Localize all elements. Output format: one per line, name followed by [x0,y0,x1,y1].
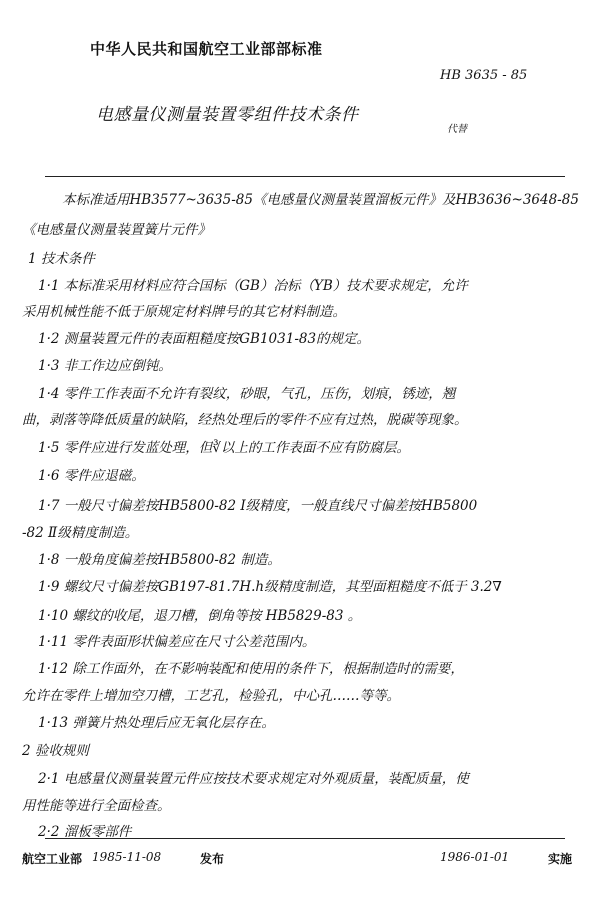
clause-1-1-line-2: 采用机械性能不低于原规定材料牌号的其它材料制造。 [22,304,346,320]
clause-1-5: 1·5 零件应进行发蓝处理，但∛以上的工作表面不应有防腐层。 [38,440,410,456]
footer-effective-label: 实施 [548,852,573,866]
clause-2-1-line-2: 用性能等进行全面检查。 [22,798,171,814]
clause-1-2: 1·2 测量装置元件的表面粗糙度按GB1031-83的规定。 [38,331,371,347]
intro-line-2: 《电感量仪测量装置簧片元件》 [22,222,211,238]
clause-1-12-line-2: 允许在零件上增加空刀槽，工艺孔，检验孔，中心孔……等等。 [22,688,400,704]
clause-1-11: 1·11 零件表面形状偏差应在尺寸公差范围内。 [38,634,316,650]
section-1-heading: 1 技术条件 [28,251,95,267]
document-title: 电感量仪测量装置零组件技术条件 [96,105,359,125]
clause-1-7-line-1: 1·7 一般尺寸偏差按HB5800-82 Ⅰ级精度，一般直线尺寸偏差按HB5800 [38,498,478,514]
clause-2-2: 2·2 溜板零部件 [38,824,132,840]
footer-issue-label: 发布 [200,852,225,866]
clause-1-13: 1·13 弹簧片热处理后应无氧化层存在。 [38,715,275,731]
clause-1-3: 1·3 非工作边应倒钝。 [38,358,172,374]
replaces-label: 代替 [447,124,467,135]
intro-line-1: 本标准适用HB3577~3635-85《电感量仪测量装置溜板元件》及HB3636~3648-85 [62,192,579,208]
footer-publisher: 航空工业部 [22,852,83,866]
clause-1-4-line-2: 曲，剥落等降低质量的缺陷，经热处理后的零件不应有过热，脱碳等现象。 [22,412,468,428]
clause-2-1-line-1: 2·1 电感量仪测量装置元件应按技术要求规定对外观质量，装配质量，使 [38,771,469,787]
clause-1-12-line-1: 1·12 除工作面外，在不影响装配和使用的条件下，根据制造时的需要， [38,661,464,677]
clause-1-9: 1·9 螺纹尺寸偏差按GB197-81.7H.h级精度制造，其型面粗糙度不低于 3.2∇ [38,579,502,595]
issuer-title: 中华人民共和国航空工业部部标准 [90,40,323,58]
clause-1-8: 1·8 一般角度偏差按HB5800-82 制造。 [38,552,281,568]
footer-divider [45,838,565,839]
clause-1-4-line-1: 1·4 零件工作表面不允许有裂纹，砂眼，气孔，压伤，划痕，锈迹，翘 [38,386,456,402]
footer-effective-date: 1986-01-01 [440,850,510,864]
header-divider [45,176,565,177]
footer-issue-date: 1985-11-08 [92,850,162,864]
standard-number: HB 3635 - 85 [440,68,528,83]
section-2-heading: 2 验收规则 [22,743,89,759]
clause-1-10: 1·10 螺纹的收尾，退刀槽，倒角等按 HB5829-83 。 [38,608,362,624]
clause-1-7-line-2: -82 Ⅱ级精度制造。 [22,525,139,541]
clause-1-1-line-1: 1·1 本标准采用材料应符合国标（GB）冶标（YB）技术要求规定，允许 [38,278,468,294]
clause-1-6: 1·6 零件应退磁。 [38,468,145,484]
